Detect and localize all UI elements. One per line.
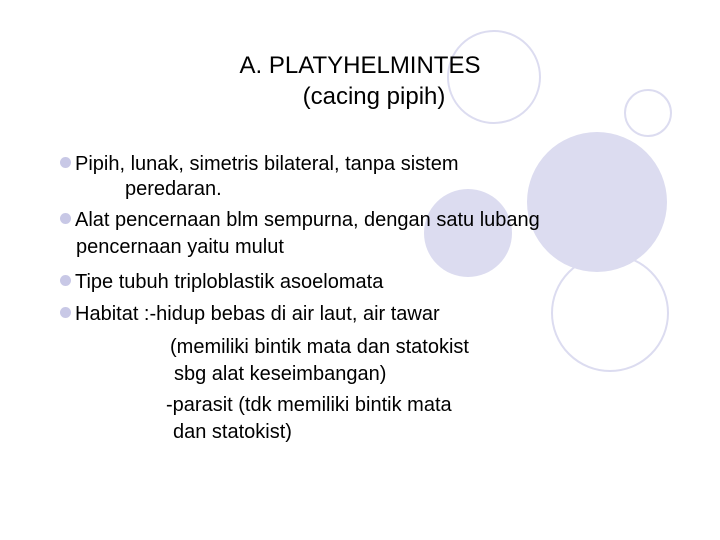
decor-circle-right-bottom <box>551 254 669 372</box>
list-item: Alat pencernaan blm sempurna, dengan satu lubang <box>60 205 540 235</box>
bullet-icon <box>60 275 71 286</box>
bullet-icon <box>60 213 71 224</box>
list-item: Pipih, lunak, simetris bilateral, tanpa sistem <box>60 149 459 179</box>
list-item: Habitat :-hidup bebas di air laut, air tawar <box>60 299 440 329</box>
list-item-continuation: (memiliki bintik mata dan statokist <box>170 336 469 358</box>
list-item: Tipe tubuh triploblastik asoelomata <box>60 267 383 297</box>
bullet-icon <box>60 307 71 318</box>
decor-circle-large <box>527 132 667 272</box>
list-item-continuation: pencernaan yaitu mulut <box>76 236 284 258</box>
title-subtitle: (cacing pipih) <box>302 83 446 110</box>
title-prefix: A. <box>239 52 263 79</box>
list-item-continuation: sbg alat keseimbangan) <box>174 363 387 385</box>
slide-title <box>0 50 720 112</box>
list-item-continuation: peredaran. <box>125 178 222 200</box>
bullet-icon <box>60 157 71 168</box>
list-item-continuation: dan statokist) <box>173 421 292 443</box>
title-main: PLATYHELMINTES <box>268 52 481 79</box>
list-item-continuation: -parasit (tdk memiliki bintik mata <box>166 394 452 416</box>
